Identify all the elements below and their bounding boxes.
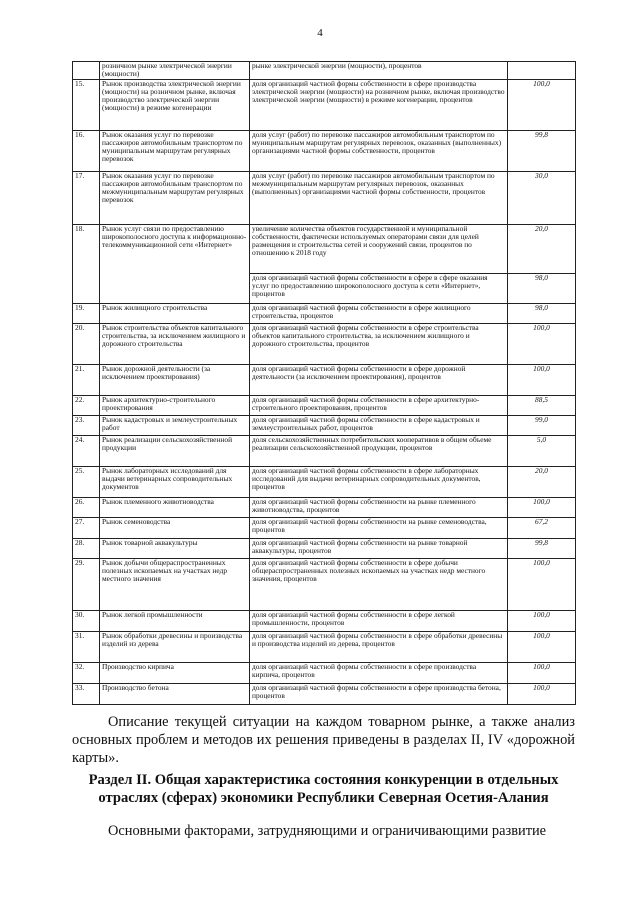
table-row	[73, 324, 576, 365]
indicator-value: 5,0	[508, 436, 576, 467]
row-number: 21.	[73, 365, 100, 396]
indicator-value: 100,0	[508, 663, 576, 684]
market-name: Рынок легкой промышленности	[100, 611, 250, 632]
table-row	[73, 518, 576, 539]
indicator-text: доля организаций частной формы собственности в сфере производства кирпича, процентов	[250, 663, 508, 684]
indicator-value: 100,0	[508, 611, 576, 632]
indicator-text: доля организаций частной формы собственности в сфере жилищного строительства, процентов	[250, 304, 508, 324]
row-number: 25.	[73, 467, 100, 498]
row-number	[73, 62, 100, 80]
indicator-text: доля организаций частной формы собственности в сфере производства электрической энергии (мощности) на розничном рынке, включая производство электрической энергии (мощности) в режиме когенерации, процентов	[250, 80, 508, 131]
indicator-text: доля услуг (работ) по перевозке пассажиров автомобильным транспортом по межмуниципальным маршрутам регулярных перевозок, оказанных (выполненных) организациями частной формы собственности, процентов	[250, 172, 508, 225]
row-number: 19.	[73, 304, 100, 324]
market-name: Рынок обработки древесины и производства изделий из дерева	[100, 632, 250, 663]
row-number: 22.	[73, 396, 100, 416]
table-row	[73, 62, 576, 80]
market-name: Рынок оказания услуг по перевозке пассажиров автомобильным транспортом по межмуниципальным маршрутам регулярных перевозок	[100, 172, 250, 225]
indicator-text: доля организаций частной формы собственности в сфере кадастровых и землеустроительных работ, процентов	[250, 416, 508, 436]
table-row	[73, 304, 576, 324]
row-number: 15.	[73, 80, 100, 131]
table-row	[73, 131, 576, 172]
market-name: Рынок лабораторных исследований для выдачи ветеринарных сопроводительных документов	[100, 467, 250, 498]
page-number: 4	[317, 27, 323, 39]
indicator-value: 100,0	[508, 365, 576, 396]
table-row	[73, 663, 576, 684]
market-name: Рынок реализации сельскохозяйственной продукции	[100, 436, 250, 467]
indicator-text: доля организаций частной формы собственности на рынке племенного животноводства, процентов	[250, 498, 508, 518]
indicator-text: доля организаций частной формы собственности в сфере архитектурно-строительного проектирования, процентов	[250, 396, 508, 416]
indicator-value: 100,0	[508, 684, 576, 705]
market-name: Рынок архитектурно-строительного проектирования	[100, 396, 250, 416]
row-number: 28.	[73, 539, 100, 559]
indicator-text: доля организаций частной формы собственности в сфере лабораторных исследований для выдачи ветеринарных сопроводительных документов, процентов	[250, 467, 508, 498]
indicator-value: 99,8	[508, 131, 576, 172]
indicator-text: доля организаций частной формы собственности на рынке товарной аквакультуры, процентов	[250, 539, 508, 559]
indicator-value: 20,0	[508, 467, 576, 498]
row-number: 32.	[73, 663, 100, 684]
table-row	[73, 611, 576, 632]
body-paragraph: Описание текущей ситуации на каждом товарном рынке, а также анализ основных проблем и методов их решения приведены в разделах II, IV «дорожной карты».	[72, 714, 575, 766]
indicator-value: 100,0	[508, 80, 576, 131]
table-row	[73, 467, 576, 498]
market-name: Производство бетона	[100, 684, 250, 705]
row-number: 33.	[73, 684, 100, 705]
indicator-text: доля организаций частной формы собственности в сфере добычи общераспространенных полезных ископаемых на участках недр местного значения, процентов	[250, 559, 508, 611]
table-row	[73, 632, 576, 663]
body-paragraph: Основными факторами, затрудняющими и ограничивающими развитие	[108, 823, 547, 839]
market-name: Рынок племенного животноводства	[100, 498, 250, 518]
indicator-text: увеличение количества объектов государственной и муниципальной собственности, фактически используемых операторами связи для целей размещения и строительства сетей и сооружений связи, процентов по отношению к 2018 году	[250, 225, 508, 274]
table-row	[73, 436, 576, 467]
row-number: 26.	[73, 498, 100, 518]
market-name: розничном рынке электрической энергии (мощности)	[100, 62, 250, 80]
indicator-text: рынке электрической энергии (мощности), процентов	[250, 62, 508, 80]
row-number: 27.	[73, 518, 100, 539]
market-name: Производство кирпича	[100, 663, 250, 684]
table-row	[73, 172, 576, 225]
indicator-value: 100,0	[508, 559, 576, 611]
row-number: 30.	[73, 611, 100, 632]
row-number: 18.	[73, 225, 100, 304]
table-row	[73, 498, 576, 518]
indicator-value: 98,0	[508, 274, 576, 304]
indicator-text: доля организаций частной формы собственности в сфере обработки древесины и производства изделий из дерева, процентов	[250, 632, 508, 663]
indicator-text: доля организаций частной формы собственности в сфере дорожной деятельности (за исключением проектирования), процентов	[250, 365, 508, 396]
row-number: 17.	[73, 172, 100, 225]
table-row	[73, 225, 576, 274]
table-row	[73, 684, 576, 705]
indicator-text: доля услуг (работ) по перевозке пассажиров автомобильным транспортом по муниципальным маршрутам регулярных перевозок, оказанных (выполненных) организациями частной формы собственности, процентов	[250, 131, 508, 172]
indicator-value: 88,5	[508, 396, 576, 416]
market-name: Рынок кадастровых и землеустроительных работ	[100, 416, 250, 436]
indicator-value: 20,0	[508, 225, 576, 274]
row-number: 16.	[73, 131, 100, 172]
indicator-value: 100,0	[508, 632, 576, 663]
market-name: Рынок жилищного строительства	[100, 304, 250, 324]
table-row	[73, 80, 576, 131]
indicator-text: доля организаций частной формы собственности в сфере в сфере оказания услуг по предоставлению широкополосного доступа к сети «Интернет», процентов	[250, 274, 508, 304]
indicator-value: 100,0	[508, 498, 576, 518]
indicator-value: 100,0	[508, 324, 576, 365]
table-row	[73, 539, 576, 559]
market-name: Рынок услуг связи по предоставлению широкополосного доступа к информационно-телекоммуникационной сети «Интернет»	[100, 225, 250, 304]
row-number: 20.	[73, 324, 100, 365]
indicator-value: 99,8	[508, 539, 576, 559]
market-name: Рынок семеноводства	[100, 518, 250, 539]
row-number: 29.	[73, 559, 100, 611]
indicator-text: доля организаций частной формы собственности в сфере производства бетона, процентов	[250, 684, 508, 705]
market-name: Рынок дорожной деятельности (за исключением проектирования)	[100, 365, 250, 396]
indicator-text: доля организаций частной формы собственности на рынке семеноводства, процентов	[250, 518, 508, 539]
table-row	[73, 365, 576, 396]
market-name: Рынок добычи общераспространенных полезных ископаемых на участках недр местного значения	[100, 559, 250, 611]
row-number: 24.	[73, 436, 100, 467]
row-number: 23.	[73, 416, 100, 436]
indicator-value: 67,2	[508, 518, 576, 539]
table-row	[73, 416, 576, 436]
indicator-value: 98,0	[508, 304, 576, 324]
indicator-value: 99,0	[508, 416, 576, 436]
indicator-text: доля организаций частной формы собственности в сфере легкой промышленности, процентов	[250, 611, 508, 632]
indicator-text: доля сельскохозяйственных потребительских кооперативов в общем объеме реализации сельскохозяйственной продукции, процентов	[250, 436, 508, 467]
indicator-text: доля организаций частной формы собственности в сфере строительства объектов капитального строительства, за исключением жилищного и дорожного строительства, процентов	[250, 324, 508, 365]
indicator-value: 30,0	[508, 172, 576, 225]
table-row	[73, 559, 576, 611]
market-name: Рынок производства электрической энергии (мощности) на розничном рынке, включая производство электрической энергии (мощности) в режиме когенерации	[100, 80, 250, 131]
indicator-value	[508, 62, 576, 80]
market-name: Рынок оказания услуг по перевозке пассажиров автомобильным транспортом по муниципальным маршрутам регулярных перевозок	[100, 131, 250, 172]
market-name: Рынок строительства объектов капитального строительства, за исключением жилищного и дорожного строительства	[100, 324, 250, 365]
table-row	[73, 396, 576, 416]
competition-indicators-table	[72, 61, 576, 705]
row-number: 31.	[73, 632, 100, 663]
section-heading: Раздел II. Общая характеристика состояния конкуренции в отдельных отраслях (сферах) экономики Республики Северная Осетия-Алания	[88, 772, 559, 806]
market-name: Рынок товарной аквакультуры	[100, 539, 250, 559]
